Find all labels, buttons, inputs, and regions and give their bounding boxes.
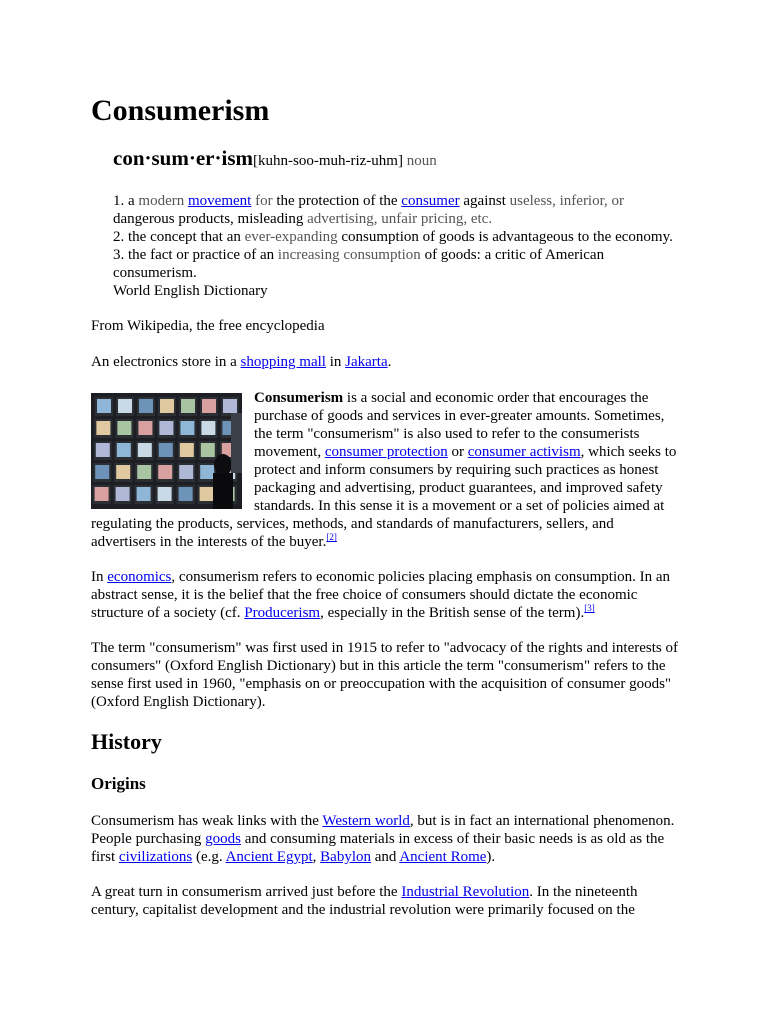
paragraph-text: , but is in fact an international phenomenon. People purchasing [91, 813, 675, 847]
link-consumer[interactable]: consumer [401, 193, 460, 209]
caption-text: in [329, 354, 342, 370]
paragraph-text: A great turn in consumerism arrived just before the [91, 884, 402, 900]
definition-text: the protection of the [276, 193, 398, 209]
intro-bold-term: Consumerism [254, 390, 344, 406]
link-babylon[interactable]: Babylon [320, 849, 371, 865]
definition-text: against [463, 193, 506, 209]
definition-1 [113, 192, 683, 228]
link-industrial-revolution[interactable]: Industrial Revolution [401, 884, 530, 900]
intro-paragraph [91, 389, 681, 551]
dictionary-source: World English Dictionary [113, 283, 268, 299]
paragraph-text: Consumerism has weak links with the [91, 813, 323, 829]
reference-link[interactable]: [3] [584, 603, 595, 613]
definition-text: useless, inferior, or [509, 193, 624, 209]
definition-2 [113, 228, 683, 246]
definition-text: consumption of goods is advantageous to the economy. [341, 229, 673, 245]
caption-text: An electronics store in a [91, 354, 237, 370]
origins-paragraph [91, 812, 681, 866]
link-movement[interactable]: movement [188, 193, 252, 209]
link-ancient-egypt[interactable]: Ancient Egypt [225, 849, 313, 865]
link-jakarta[interactable]: Jakarta [345, 354, 388, 370]
paragraph-text: (e.g. [192, 849, 226, 865]
definition-text: ever-expanding [244, 229, 338, 245]
phonetic-spelling: [kuhn-soo-muh-riz-uhm] [253, 153, 403, 169]
paragraph-text: . In the nineteenth century, capitalist development and the industrial revolution were primarily focused on the [91, 884, 638, 918]
definition-text: 2. the concept that an [113, 229, 241, 245]
pronunciation [113, 146, 437, 170]
paragraph-text: or [447, 444, 468, 460]
link-consumer-activism[interactable]: consumer activism [467, 444, 581, 460]
paragraph-text: , especially in the British sense of the term). [320, 605, 585, 621]
paragraph-text: , [312, 849, 321, 865]
part-of-speech: noun [406, 153, 437, 169]
paragraph-text: is a social and economic order that encourages the purchase of goods and services in ever-greater amounts. Sometimes, the term "consumerism" is also used to refer to the consumerists movement, [254, 390, 665, 460]
paragraph-text: , which seeks to protect and inform consumers by requiring such practices as honest packaging and advertising, product guarantees, and improved safety standards. In this sense it is a movement or a set of policies aimed at regulating the products, services, methods, and standards of manufacturers, sellers, and advertisers in the interests of the buyer. [91, 444, 677, 550]
image-caption [91, 353, 681, 371]
paragraph-text: ). [486, 849, 496, 865]
definition-text: advertising, unfair pricing, etc. [307, 211, 493, 227]
paragraph-text: and consuming materials in excess of their basic needs is as old as the first [91, 831, 665, 865]
definition-text: dangerous products, misleading [113, 211, 304, 227]
section-heading-history: History [91, 729, 162, 754]
definition-text: 3. the fact or practice of an [113, 247, 275, 263]
link-consumer-protection[interactable]: consumer protection [324, 444, 448, 460]
definition-text: for [255, 193, 273, 209]
caption-text: . [387, 354, 392, 370]
link-civilizations[interactable]: civilizations [118, 849, 193, 865]
link-goods[interactable]: goods [205, 831, 241, 847]
link-producerism[interactable]: Producerism [244, 605, 321, 621]
page-title: Consumerism [91, 94, 270, 127]
definition-list [113, 192, 683, 300]
reference-link[interactable]: [2] [326, 532, 337, 542]
paragraph-text: , consumerism refers to economic policies placing emphasis on consumption. In an abstract sense, it is the belief that the free choice of consumers should dictate the economic structure of a society (cf. [91, 569, 671, 621]
link-economics[interactable]: economics [107, 569, 172, 585]
definition-text: of goods: a critic of American consumerism. [113, 247, 605, 281]
link-western-world[interactable]: Western world [322, 813, 410, 829]
wikipedia-source: From Wikipedia, the free encyclopedia [91, 318, 325, 334]
link-shopping-mall[interactable]: shopping mall [240, 354, 326, 370]
electronics-store-photo[interactable] [91, 393, 242, 509]
subsection-heading-origins: Origins [91, 774, 146, 793]
industrial-paragraph [91, 883, 681, 919]
link-ancient-rome[interactable]: Ancient Rome [399, 849, 487, 865]
definition-3 [113, 246, 683, 282]
economics-paragraph [91, 568, 681, 622]
paragraph-text: and [371, 849, 400, 865]
term-paragraph: The term "consumerism" was first used in 1915 to refer to "advocacy of the rights and interests of consumers" (Oxford English Dictionary) but in this article the term "consumerism" refers to the sense first used in 1960, "emphasis on or preoccupation with the acquisition of consumer goods" (Oxford English Dictionary). [91, 640, 678, 710]
paragraph-text: In [91, 569, 108, 585]
definition-text: increasing consumption [277, 247, 421, 263]
headword: con·sum·er·ism [113, 146, 253, 170]
definition-text: modern [138, 193, 185, 209]
definition-number: 1. a [113, 193, 135, 209]
